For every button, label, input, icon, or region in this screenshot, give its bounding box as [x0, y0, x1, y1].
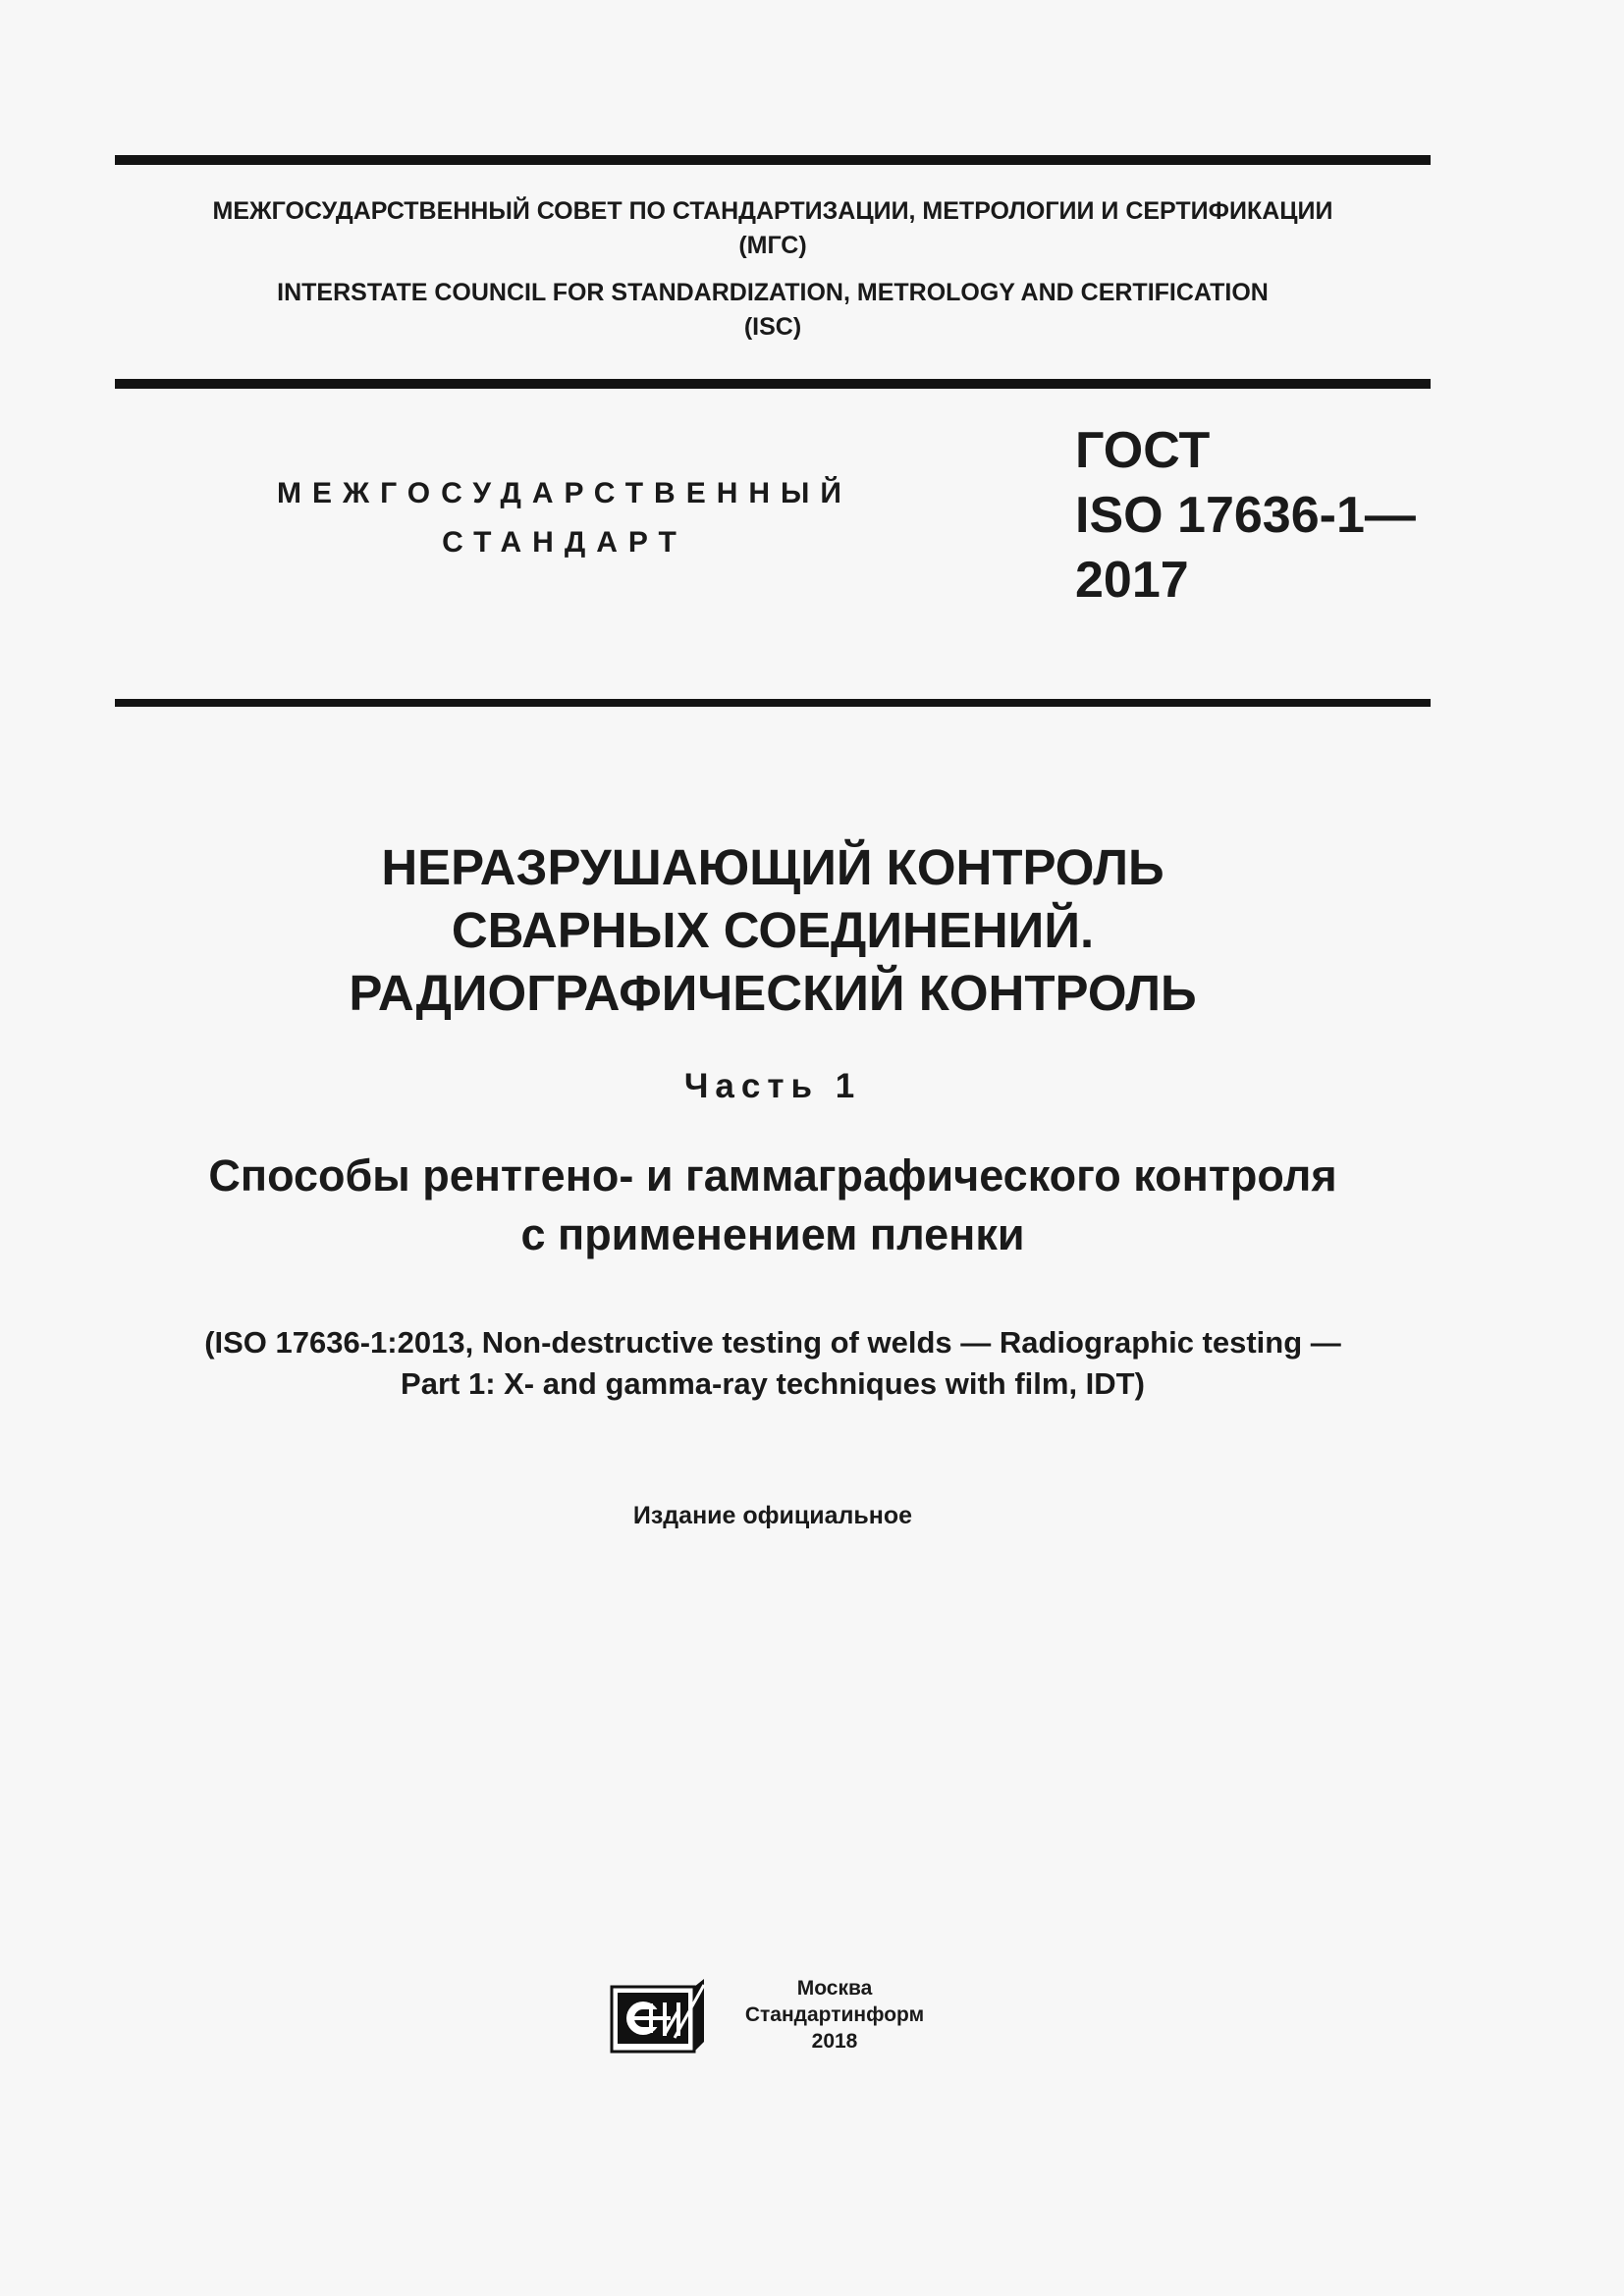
bottom-divider: [115, 699, 1431, 707]
iso-reference-line1: (ISO 17636-1:2013, Non-destructive testing of welds — Radiographic testing —: [204, 1325, 1341, 1360]
iso-reference: [115, 1322, 1431, 1405]
standard-designation: [1075, 418, 1416, 613]
standartinform-logo-icon: [610, 1979, 708, 2054]
subtitle-line2: с применением пленки: [520, 1209, 1025, 1259]
publisher-city: Москва: [796, 1977, 873, 2000]
document-title: [115, 836, 1431, 1025]
council-abbr-ru: (МГС): [738, 232, 807, 259]
publisher-imprint: [717, 1975, 952, 2055]
standard-type-line2: СТАНДАРТ: [442, 526, 687, 559]
designation-line3: 2017: [1075, 552, 1189, 609]
standard-type-label: [196, 469, 933, 567]
middle-divider: [115, 379, 1431, 389]
top-divider: [115, 155, 1431, 165]
standard-type-line1: МЕЖГОСУДАРСТВЕННЫЙ: [277, 477, 852, 509]
council-abbr-en: (ISC): [743, 313, 802, 341]
publisher-name: Стандартинформ: [744, 2003, 925, 2026]
subtitle-line1: Способы рентгено- и гаммаграфического контроля: [208, 1150, 1337, 1201]
title-line1: НЕРАЗРУШАЮЩИЙ КОНТРОЛЬ: [381, 839, 1164, 895]
council-name-ru: МЕЖГОСУДАРСТВЕННЫЙ СОВЕТ ПО СТАНДАРТИЗАЦИИ, МЕТРОЛОГИИ И СЕРТИФИКАЦИИ: [212, 197, 1333, 225]
title-line3: РАДИОГРАФИЧЕСКИЙ КОНТРОЛЬ: [349, 965, 1197, 1021]
council-header: [115, 194, 1431, 345]
document-subtitle: [115, 1147, 1431, 1264]
iso-reference-line2: Part 1: X- and gamma-ray techniques with film, IDT): [401, 1366, 1145, 1401]
edition-note: Издание официальное: [632, 1502, 913, 1529]
designation-line1: ГОСТ: [1075, 422, 1211, 479]
council-name-en: INTERSTATE COUNCIL FOR STANDARDIZATION, METROLOGY AND CERTIFICATION: [277, 279, 1269, 306]
designation-line2: ISO 17636-1—: [1075, 487, 1416, 544]
title-line2: СВАРНЫХ СОЕДИНЕНИЙ.: [451, 902, 1095, 958]
publication-year: 2018: [811, 2030, 858, 2053]
part-number: Часть 1: [683, 1067, 862, 1105]
